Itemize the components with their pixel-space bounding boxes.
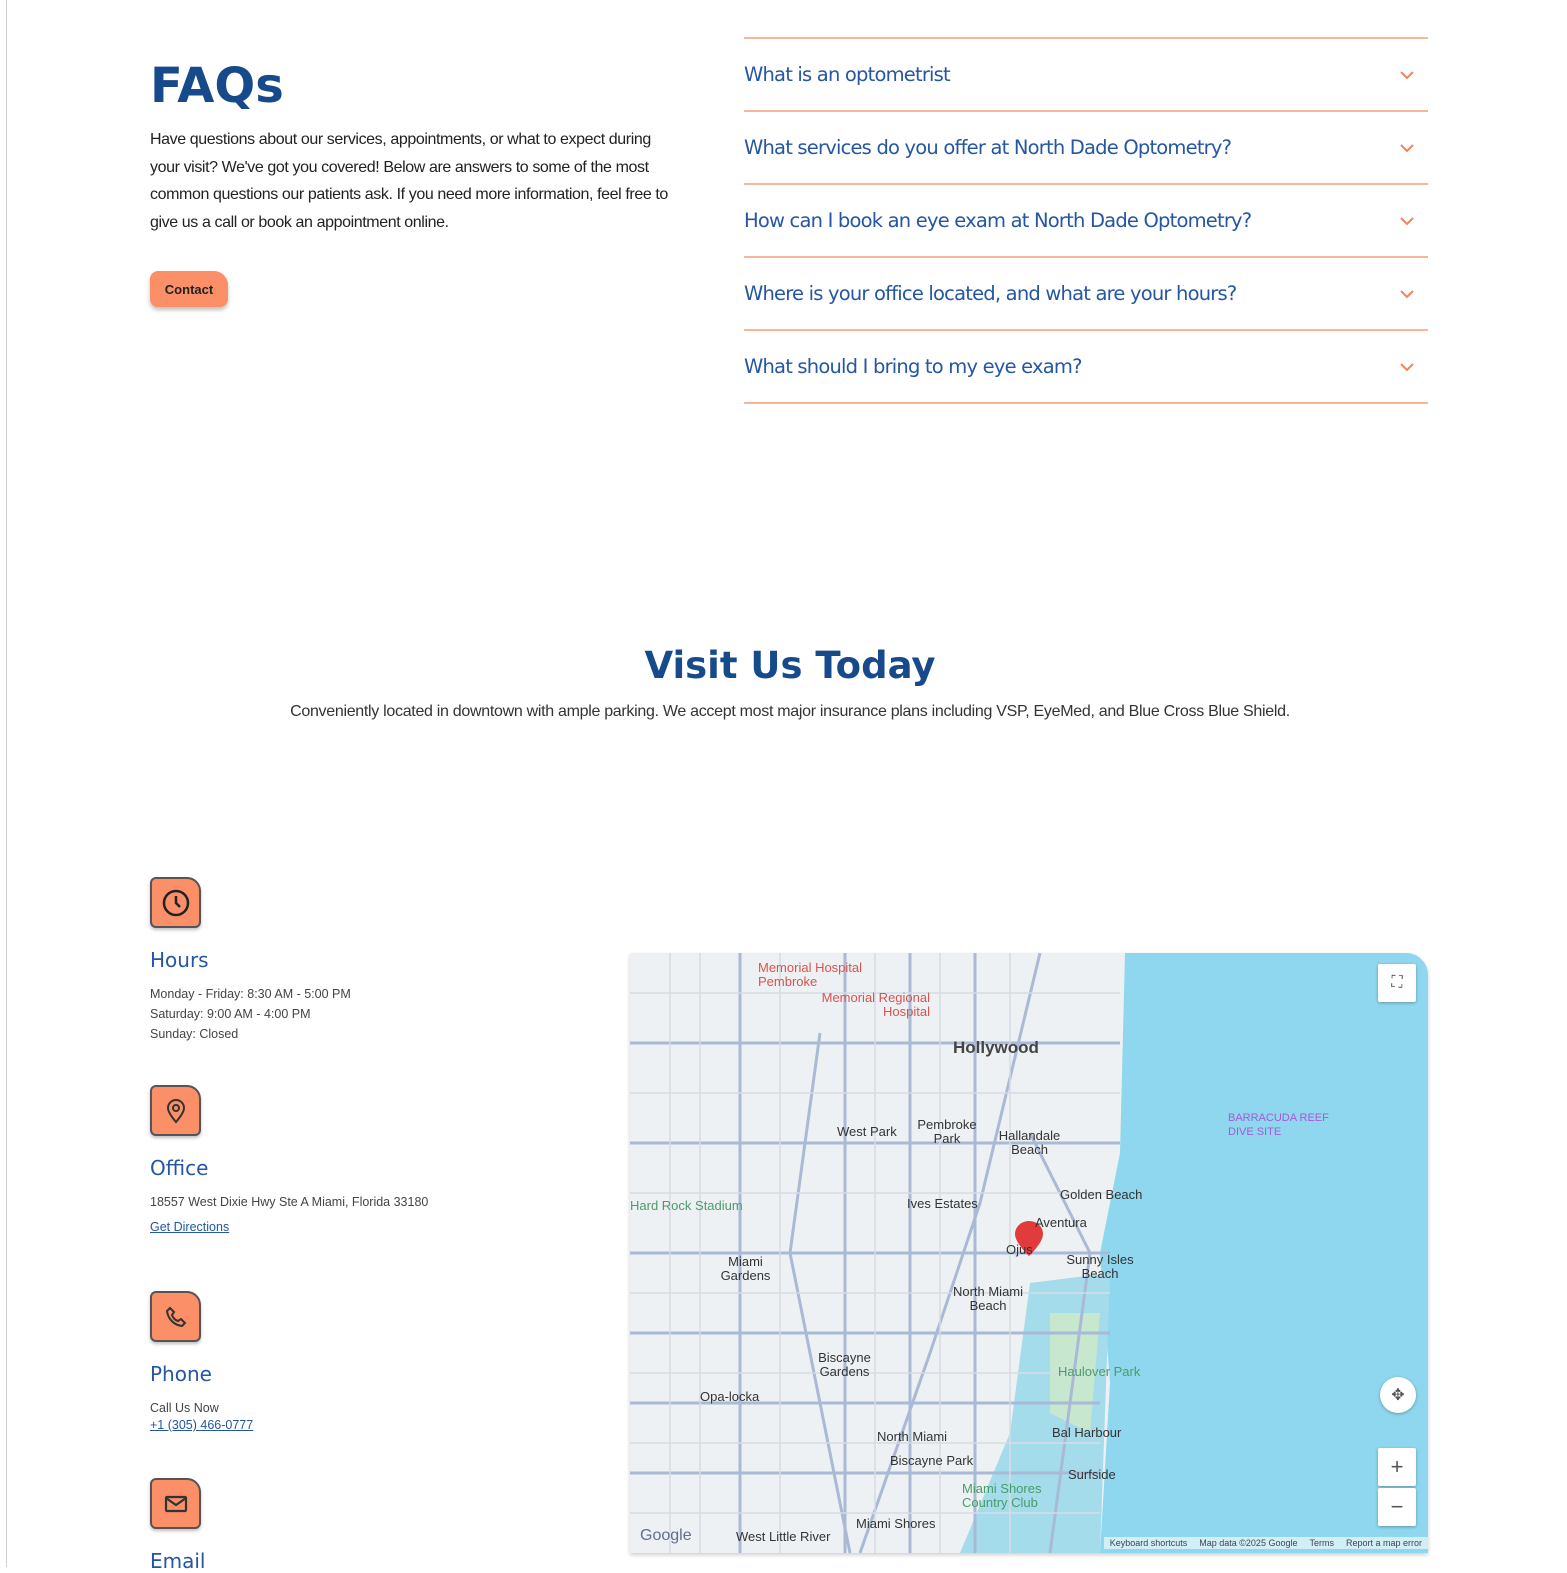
- office-block: [150, 1085, 428, 1234]
- map-label: Haulover Park: [1058, 1364, 1141, 1379]
- envelope-icon: [150, 1478, 201, 1529]
- terms-link[interactable]: Terms: [1309, 1538, 1334, 1548]
- faq-intro: Have questions about our services, appointments, or what to expect during your visit? We've got you covered! Below are answers to some of the most common questions our patients ask. If you need more information, feel free to give us a call or book an appointment online.: [150, 131, 668, 231]
- map-attribution: [1104, 1537, 1428, 1549]
- contact-button[interactable]: Contact: [150, 271, 228, 307]
- keyboard-shortcuts-link[interactable]: Keyboard shortcuts: [1109, 1538, 1188, 1548]
- fullscreen-icon: ⛶: [1391, 974, 1403, 991]
- faq-question: Where is your office located, and what are your hours?: [744, 282, 1237, 305]
- map-label: West Little River: [736, 1529, 831, 1544]
- hours-line: Monday - Friday: 8:30 AM - 5:00 PM: [150, 987, 351, 1001]
- map-label: Sunny Isles Beach: [1066, 1252, 1134, 1281]
- faq-question: What is an optometrist: [744, 63, 950, 86]
- map-label: Ives Estates: [907, 1196, 978, 1211]
- map-label: North Miami: [877, 1429, 948, 1444]
- map-label: Aventura: [1035, 1215, 1087, 1230]
- faq-item[interactable]: [744, 39, 1428, 112]
- map-label: Biscayne Gardens: [818, 1350, 871, 1379]
- chevron-down-icon: [1400, 360, 1414, 374]
- map-label: Memorial Regional Hospital: [821, 990, 930, 1019]
- hours-text: [150, 984, 351, 1044]
- chevron-down-icon: [1400, 141, 1414, 155]
- map-data-text: Map data ©2025 Google: [1199, 1538, 1298, 1548]
- faq-question: What should I bring to my eye exam?: [744, 355, 1082, 378]
- hours-line: Sunday: Closed: [150, 1027, 239, 1041]
- hours-title: Hours: [150, 948, 209, 972]
- phone-text: Call Us Now: [150, 1401, 219, 1415]
- location-pin-icon: [150, 1085, 201, 1136]
- page-edge: [6, 0, 7, 1567]
- map-label: Miami Shores Country Club: [962, 1481, 1042, 1510]
- map-label: West Park: [837, 1124, 897, 1139]
- hours-block: [150, 877, 351, 1044]
- office-title: Office: [150, 1156, 209, 1180]
- phone-title: Phone: [150, 1362, 212, 1386]
- map-label: Hollywood: [953, 1038, 1039, 1057]
- map-label: Opa-locka: [700, 1389, 760, 1404]
- phone-icon: [150, 1291, 201, 1342]
- fullscreen-button[interactable]: [1378, 964, 1416, 1002]
- google-map[interactable]: [630, 953, 1428, 1553]
- get-directions-link[interactable]: Get Directions: [150, 1220, 230, 1234]
- map-label: Bal Harbour: [1052, 1425, 1122, 1440]
- report-error-link[interactable]: Report a map error: [1345, 1538, 1422, 1548]
- clock-icon: [150, 877, 201, 928]
- visit-title: Visit Us Today: [644, 644, 936, 687]
- chevron-down-icon: [1400, 68, 1414, 82]
- chevron-down-icon: [1400, 214, 1414, 228]
- map-label: Hallandale Beach: [998, 1128, 1061, 1157]
- faq-item[interactable]: [744, 185, 1428, 258]
- visit-subtitle: Conveniently located in downtown with ample parking. We accept most major insurance plans including VSP, EyeMed, and Blue Cross Blue Shield.: [290, 703, 1290, 720]
- map-label: Pembroke Park: [917, 1117, 977, 1146]
- phone-block: [150, 1291, 253, 1432]
- faq-item[interactable]: [744, 331, 1428, 404]
- map-label: Surfside: [1068, 1467, 1116, 1482]
- email-title: Email: [150, 1549, 206, 1573]
- hours-line: Saturday: 9:00 AM - 4:00 PM: [150, 1007, 311, 1021]
- zoom-out-button[interactable]: −: [1378, 1488, 1416, 1526]
- zoom-in-button[interactable]: +: [1378, 1448, 1416, 1486]
- email-block: [150, 1478, 206, 1573]
- chevron-down-icon: [1400, 287, 1414, 301]
- faq-accordion: [744, 37, 1428, 404]
- map-label: Memorial Hospital Pembroke: [758, 960, 863, 989]
- office-address: 18557 West Dixie Hwy Ste A Miami, Florida 33180: [150, 1195, 429, 1209]
- faq-item[interactable]: [744, 258, 1428, 331]
- map-label: Ojus: [1006, 1242, 1033, 1257]
- move-icon: ✥: [1391, 1387, 1405, 1404]
- map-label: Biscayne Park: [890, 1453, 974, 1468]
- google-logo: Google: [640, 1527, 692, 1544]
- faq-title: FAQs: [150, 58, 284, 114]
- faq-question: What services do you offer at North Dade Optometry?: [744, 136, 1232, 159]
- map-label: Hard Rock Stadium: [630, 1198, 743, 1213]
- map-label: BARRACUDA REEF DIVE SITE: [1228, 1112, 1329, 1138]
- phone-link[interactable]: +1 (305) 466-0777: [150, 1418, 254, 1432]
- camera-control-button[interactable]: [1380, 1377, 1416, 1413]
- map-label: North Miami Beach: [952, 1284, 1024, 1313]
- faq-item[interactable]: [744, 112, 1428, 185]
- map-label: Miami Shores: [856, 1516, 936, 1531]
- faq-question: How can I book an eye exam at North Dade Optometry?: [744, 209, 1252, 232]
- map-label: Golden Beach: [1060, 1187, 1143, 1202]
- map-label: Miami Gardens: [720, 1254, 771, 1283]
